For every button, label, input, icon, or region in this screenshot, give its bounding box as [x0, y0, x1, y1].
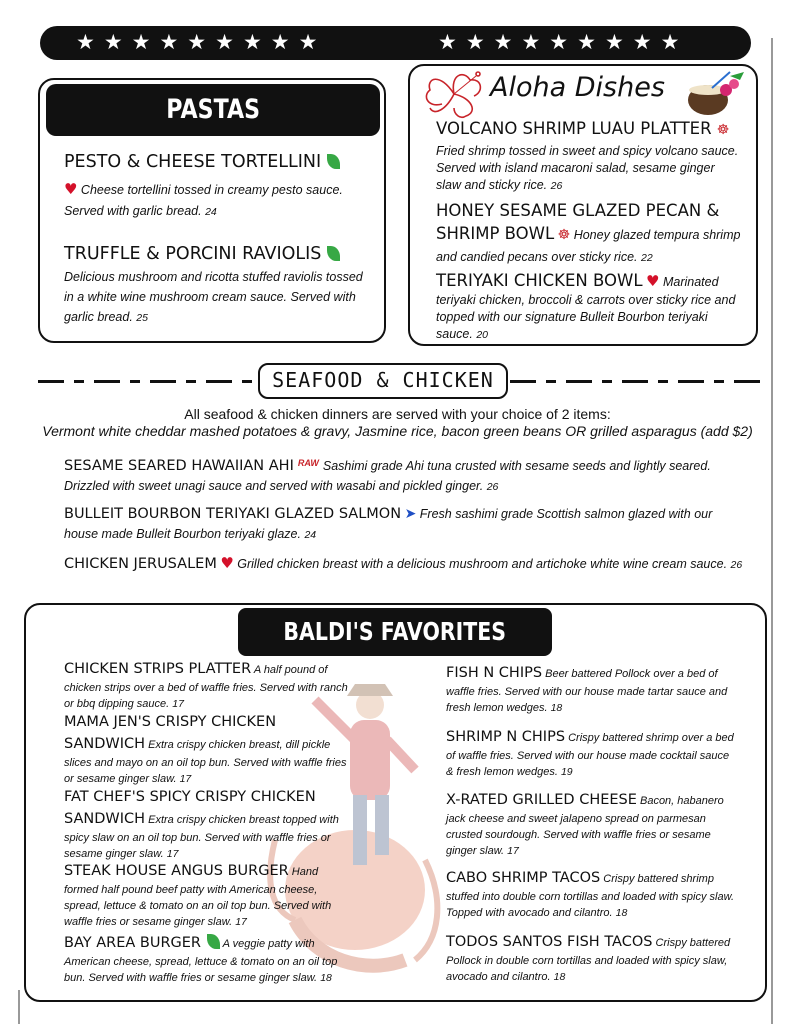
dish-description: SHRIMP N CHIPS Crispy battered shrimp over a bed of waffle fries. Served with our house made cocktail sauce & fresh lemon wedges. 19 — [446, 729, 734, 778]
leaf-icon — [207, 934, 220, 949]
dish-price: 17 — [507, 845, 519, 857]
dish-name: TODOS SANTOS FISH TACOS — [446, 934, 653, 950]
heart-icon: ♥ — [64, 180, 78, 198]
dish-description: FISH N CHIPS Beer battered Pollock over a bed of waffle fries. Served with our house made tartar sauce and fresh lemon wedges. 18 — [446, 665, 728, 714]
dish-name: PESTO & CHEESE TORTELLINI — [64, 152, 370, 172]
menu-item — [64, 786, 354, 862]
dish-description: TODOS SANTOS FISH TACOS Crispy battered Pollock in double corn tortillas and loaded with spicy slaw, avocado and cilantro. 18 — [446, 934, 731, 983]
dish-description: Grilled chicken breast with a delicious mushroom and artichoke white wine cream sauce. 26 — [237, 557, 743, 571]
dish-description: STEAK HOUSE ANGUS BURGER Hand formed half pound beef patty with American cheese, spread, lettuce & tomato on an oil top bun. Served with waffle fries or sesame ginger slaw. 17 — [64, 863, 332, 928]
dish-price: 22 — [640, 252, 653, 264]
menu-item — [64, 932, 354, 986]
dish-name: FAT CHEF'S SPICY CRISPY CHICKEN SANDWICH — [64, 789, 316, 827]
dish-name: HONEY SESAME GLAZED PECAN & SHRIMP BOWL — [436, 201, 720, 243]
dish-price: 18 — [615, 907, 628, 919]
dish-description: Delicious mushroom and ricotta stuffed raviolis tossed in a white wine mushroom cream sauce. Served with garlic bread. 25 — [64, 270, 363, 324]
menu-item — [64, 152, 370, 223]
dish-name: FISH N CHIPS — [446, 665, 543, 681]
menu-item — [64, 860, 354, 930]
menu-item — [446, 867, 736, 921]
dish-description: FAT CHEF'S SPICY CRISPY CHICKEN SANDWICH Extra crispy chicken breast topped with spicy slaw on an oil top bun. Served with waffle fries or sesame ginger slaw. 17 — [64, 789, 339, 860]
heart-icon: ♥ — [220, 554, 234, 572]
dish-price: 25 — [136, 312, 148, 324]
leaf-icon — [327, 246, 340, 261]
dish-price: 17 — [166, 848, 179, 860]
page-border-right — [771, 38, 773, 1024]
menu-item — [446, 789, 736, 859]
heart-icon: ♥ — [646, 272, 660, 290]
dish-price: 24 — [304, 529, 317, 541]
dish-name: SESAME SEARED HAWAIIAN AHI — [64, 458, 294, 474]
dish-price: 19 — [560, 766, 573, 778]
shrimp-icon: ☸ — [716, 122, 730, 138]
menu-item — [446, 931, 736, 985]
hibiscus-icon — [420, 68, 488, 120]
page-border-left — [18, 990, 20, 1024]
aloha-heading: Aloha Dishes — [490, 72, 665, 103]
raw-icon: RAW — [297, 458, 319, 468]
dish-price: 18 — [320, 972, 332, 984]
dish-name: BULLEIT BOURBON TERIYAKI GLAZED SALMON — [64, 506, 402, 522]
menu-item — [64, 244, 370, 328]
dish-price: 26 — [486, 481, 499, 493]
menu-item — [446, 726, 736, 780]
dish-description: X-RATED GRILLED CHEESE Bacon, habanero jack cheese and sweet jalapeno spread on parmesan crusted sourdough. Served with waffle fries or sesame ginger slaw. 17 — [446, 792, 724, 857]
dish-name: CHICKEN JERUSALEM — [64, 556, 217, 572]
menu-item — [446, 662, 736, 716]
menu-item — [64, 658, 354, 712]
dish-name: SHRIMP N CHIPS — [446, 729, 566, 745]
menu-item — [436, 270, 742, 344]
fish-icon: ➤ — [404, 506, 417, 522]
pastas-heading: PASTAS — [46, 84, 380, 136]
dish-description: Fried shrimp tossed in sweet and spicy volcano sauce. Served with island macaroni salad, sesame ginger slaw and sticky rice. 26 — [436, 144, 739, 192]
dashed-divider-right — [510, 380, 764, 383]
dish-price: 18 — [553, 971, 566, 983]
dish-name: CABO SHRIMP TACOS — [446, 870, 601, 886]
dish-price: 20 — [476, 329, 489, 341]
dish-price: 18 — [550, 702, 563, 714]
dish-description: TERIYAKI CHICKEN BOWL ♥ Marinated teriyaki chicken, broccoli & carrots over sticky rice and topped with our signature Bulleit Bourbon teriyaki sauce. 20 — [436, 271, 736, 341]
dish-name: MAMA JEN'S CRISPY CHICKEN SANDWICH — [64, 714, 277, 752]
dish-description: MAMA JEN'S CRISPY CHICKEN SANDWICH Extra crispy chicken breast, dill pickle slices and mayo on an oil top bun. Served with waffle fries or sesame ginger slaw. 17 — [64, 714, 347, 785]
menu-item — [64, 504, 744, 545]
dish-name: TERIYAKI CHICKEN BOWL — [436, 271, 643, 290]
dish-name: VOLCANO SHRIMP LUAU PLATTER ☸ — [436, 119, 730, 138]
star-banner — [40, 26, 751, 60]
coconut-drink-icon — [686, 70, 748, 118]
dish-name: TRUFFLE & PORCINI RAVIOLIS — [64, 244, 370, 264]
shrimp-icon: ☸ — [557, 227, 571, 243]
dish-name: X-RATED GRILLED CHEESE — [446, 792, 637, 808]
dish-price: 17 — [172, 698, 184, 710]
sides-options: Vermont white cheddar mashed potatoes & gravy, Jasmine rice, bacon green beans OR grilled asparagus (add $2) — [42, 423, 753, 439]
dish-price: 24 — [205, 206, 217, 218]
dish-description: BAY AREA BURGER A veggie patty with American cheese, spread, lettuce & tomato on an oil top bun. Served with waffle fries or sesame ginger slaw. 18 — [64, 935, 338, 984]
menu-item — [64, 711, 354, 787]
star-row-right: ★★★★★★★★★ — [438, 30, 689, 54]
menu-item — [436, 200, 742, 269]
dish-description: HONEY SESAME GLAZED PECAN & SHRIMP BOWL ☸ Honey glazed tempura shrimp and candied pecans over sticky rice. 22 — [436, 201, 741, 264]
leaf-icon — [327, 154, 340, 169]
dish-description: Fresh sashimi grade Scottish salmon glazed with our house made Bulleit Bourbon teriyaki glaze. 24 — [64, 507, 713, 541]
star-row-left: ★★★★★★★★★ — [76, 30, 327, 54]
menu-item — [64, 554, 744, 575]
dish-description: CHICKEN STRIPS PLATTER A half pound of chicken strips over a bed of waffle fries. Served with ranch or bbq dipping sauce. 17 — [64, 661, 348, 710]
seafood-chicken-heading: SEAFOOD & CHICKEN — [258, 363, 508, 399]
dish-price: 26 — [730, 559, 743, 571]
menu-item — [436, 118, 742, 195]
dish-name: BAY AREA BURGER — [64, 935, 201, 951]
dish-name: STEAK HOUSE ANGUS BURGER — [64, 863, 289, 879]
dashed-divider-left — [38, 380, 260, 383]
dish-price: 26 — [550, 180, 563, 192]
baldis-favorites-heading: BALDI'S FAVORITES — [238, 608, 552, 656]
dish-price: 17 — [179, 773, 192, 785]
dish-name: CHICKEN STRIPS PLATTER — [64, 661, 252, 677]
sides-intro: All seafood & chicken dinners are served with your choice of 2 items: — [184, 406, 611, 422]
menu-item — [64, 454, 744, 497]
dish-price: 17 — [235, 916, 247, 928]
dish-description: CABO SHRIMP TACOS Crispy battered shrimp stuffed into double corn tortillas and loaded with spicy slaw. Topped with avocado and cilantro. 18 — [446, 870, 734, 919]
dish-description: Sashimi grade Ahi tuna crusted with sesame seeds and lightly seared. Drizzled with sweet unagi sauce and served with wasabi and pickled ginger. 26 — [64, 459, 711, 493]
dish-description: ♥ Cheese tortellini tossed in creamy pesto sauce. Served with garlic bread. 24 — [64, 180, 343, 218]
